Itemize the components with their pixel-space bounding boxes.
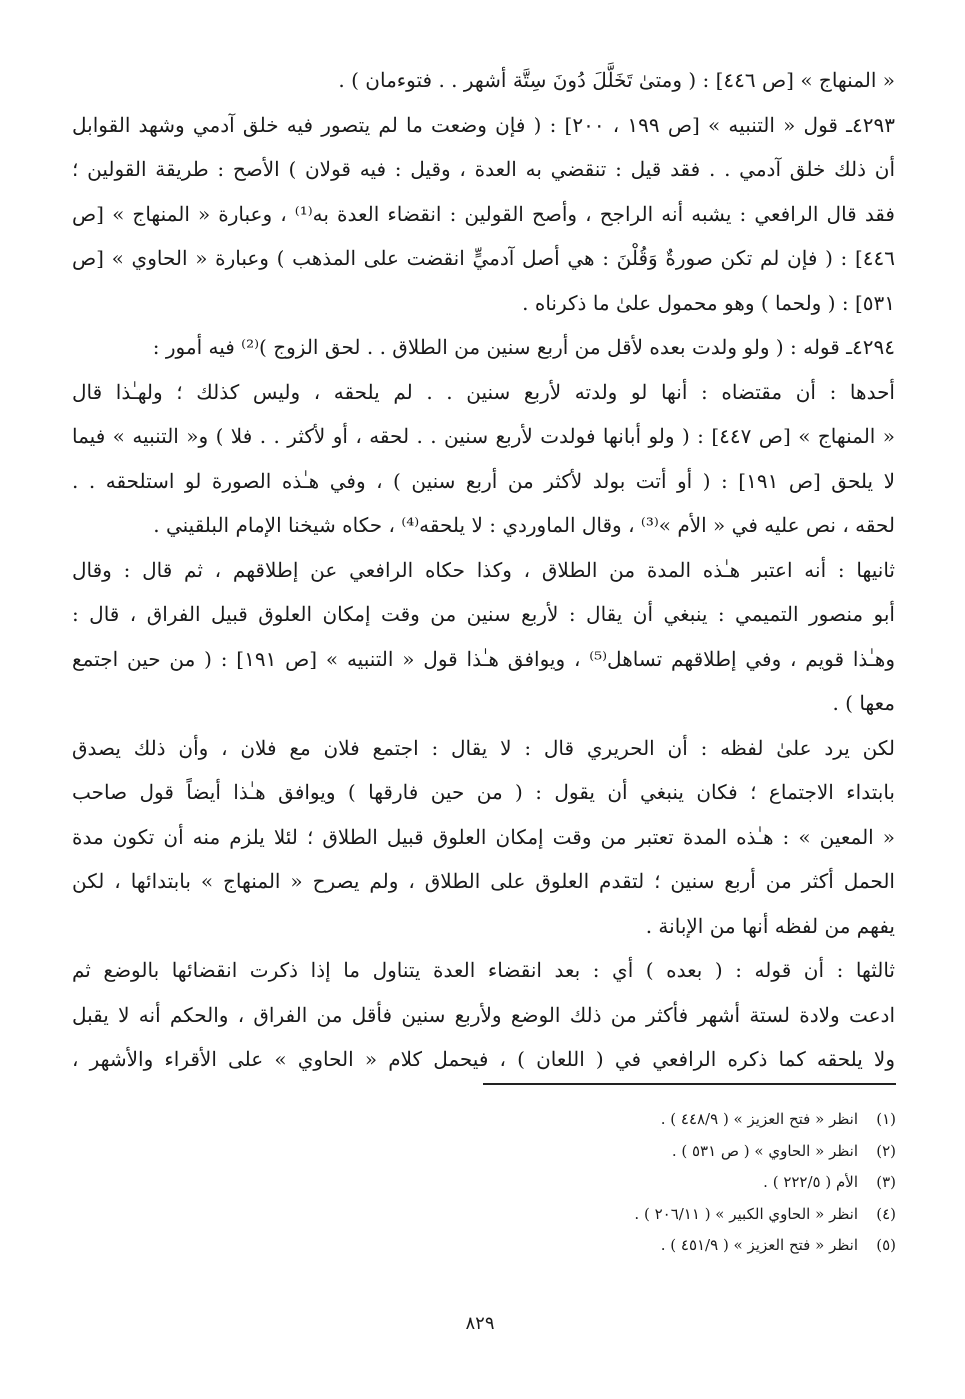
text-line: أبو منصور التميمي : ينبغي أن يقال : لأربع سنين من وقت إمكان العلوق قبيل الفراق ، قال : bbox=[72, 602, 895, 626]
text-line: أن ذلك خلق آدمي . . فقد قيل : تنقضي به العدة ، وقيل : فيه قولان ) الأصح : طريقة القولين ؛ bbox=[72, 157, 895, 181]
page-number: ٨٢٩ bbox=[465, 1313, 495, 1334]
text-line: لكن يرد علىٰ لفظه : أن الحريري قال : لا يقال : اجتمع فلان مع فلان ، وأن ذلك يصدق bbox=[72, 735, 895, 760]
footnote bbox=[300, 1167, 896, 1199]
text-line: فقد قال الرافعي : يشبه أنه الراجح ، وأصح القولين : انقضاء العدة به⁽¹⁾ ، وعبارة « المنهاج » [ص bbox=[72, 201, 895, 226]
text-line: معها ) . bbox=[832, 691, 895, 715]
text-line: ثانيها : أنه اعتبر هـٰذه المدة من الطلاق ، وكذا حكاه الرافعي عن إطلاقهم ، ثم قال : وقال bbox=[72, 557, 895, 582]
text-line: « المنهاج » [ص ٤٤٧] : ( ولو أبانها فولدت لأربع سنين . . لحقه ، أو لأكثر . . فلا ) و« التنبيه » فيما bbox=[72, 424, 895, 448]
footnote bbox=[300, 1199, 896, 1231]
text-line: ٤٢٩٤ـ قوله : ( ولو ولدت بعده لأقل من أربع سنين من الطلاق . . لحق الزوج )⁽²⁾ فيه أمور : bbox=[152, 335, 895, 359]
footnote-divider bbox=[483, 1083, 896, 1085]
text-line: ٤٢٩٣ـ قول « التنبيه » [ص ١٩٩ ، ٢٠٠] : ( فإن وضعت ما لم يتصور فيه خلق آدمي وشهد القوابل bbox=[72, 112, 895, 137]
footnote-number: (٥) bbox=[876, 1236, 896, 1254]
text-line: ولا يلحقه كما ذكره الرافعي في ( اللعان ) ، فيحمل كلام « الحاوي » على الأقراء والأشهر ، bbox=[72, 1047, 895, 1071]
text-line: ادعت ولادة لستة أشهر فأكثر من ذلك الوضع ولأربع سنين فأقل من الفراق ، والحكم أنه لا يقبل bbox=[72, 1002, 895, 1027]
text-line: الحمل أكثر من أربع سنين ؛ لتقدم العلوق على الطلاق ، ولم يصرح « المنهاج » بابتدائها ، لكن bbox=[72, 869, 895, 893]
footnote-text: انظر « فتح العزيز » ( ٤٥١/٩ ) . bbox=[660, 1236, 858, 1254]
text-line: « المعين » : هـٰذه المدة تعتبر من وقت إمكان العلوق قبيل الطلاق ؛ لئلا يلزم منه أن تكون مدة bbox=[72, 824, 895, 849]
text-line: وهـٰذا قويم ، وفي إطلاقهم تساهل⁽⁵⁾ ، ويوافق هـٰذا قول « التنبيه » [ص ١٩١] : ( من حين اجتمع bbox=[72, 646, 895, 671]
footnote-number: (٣) bbox=[876, 1173, 896, 1191]
footnote-number: (٤) bbox=[876, 1204, 896, 1223]
footnote-number: (١) bbox=[876, 1110, 896, 1128]
footnote-text: انظر « الحاوي » ( ص ٥٣١ ) . bbox=[671, 1141, 858, 1160]
text-line: ثالثها : أن قوله : ( بعده ) أي : بعد انقضاء العدة يتناول ما إذا ذكرت انقضائها بالوضع ثم bbox=[72, 958, 895, 982]
footnote-text: انظر « الحاوي الكبير » ( ٢٠٦/١١ ) . bbox=[634, 1204, 858, 1223]
text-line: أحدها : أن مقتضاه : أنها لو ولدته لأربع سنين . . لم يلحقه ، وليس كذلك ؛ ولهـٰذا قال bbox=[72, 379, 895, 404]
text-line: ٤٤٦] : ( فإن لم تكن صورةٌ وَقُلْنَ : هي أصل آدميٍّ انقضت على المذهب ) وعبارة « الحاوي » [ص bbox=[72, 246, 895, 270]
footnote bbox=[300, 1230, 896, 1262]
footnote bbox=[300, 1136, 896, 1168]
footnotes bbox=[300, 1104, 896, 1262]
text-line: لا يلحق [ص ١٩١] : ( أو أتت بولد لأكثر من أربع سنين ) ، وفي هـٰذه الصورة لو استلحقه . . bbox=[72, 468, 895, 493]
text-line: ٥٣١] : ( ولحما ) وهو محمول علىٰ ما ذكرناه . bbox=[522, 290, 895, 315]
footnote-text: انظر « فتح العزيز » ( ٤٤٨/٩ ) . bbox=[660, 1110, 858, 1128]
page-body bbox=[72, 58, 895, 1082]
footnote bbox=[300, 1104, 896, 1136]
text-line: يفهم من لفظه أنها من الإبانة . bbox=[645, 913, 895, 938]
text-line: بابتداء الاجتماع ؛ فكان ينبغي أن يقول : ( من حين فارقها ) ويوافق هـٰذا أيضاً قول صاحب bbox=[72, 780, 895, 804]
text-line: « المنهاج » [ص ٤٤٦] : ( ومتىٰ تَخَلَّلَ دُونَ سِتَّة أشهر . . فتوءمان ) . bbox=[338, 68, 895, 92]
footnote-number: (٢) bbox=[876, 1141, 896, 1160]
text-line: لحقه ، نص عليه في « الأم »⁽³⁾ ، وقال الماوردي : لا يلحقه⁽⁴⁾ ، حكاه شيخنا الإمام البلقيني . bbox=[153, 513, 895, 537]
footnote-text: الأم ( ٢٢٢/٥ ) . bbox=[763, 1173, 858, 1191]
